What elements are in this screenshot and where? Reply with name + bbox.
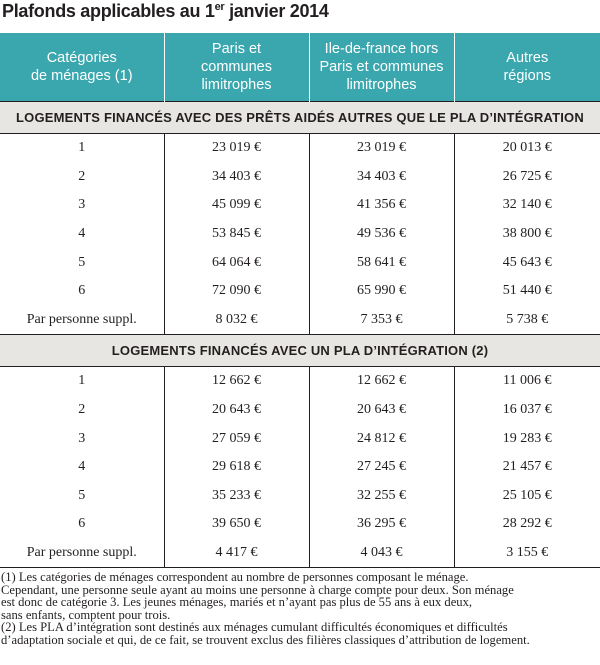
household-category-cell: 3 [78,430,86,446]
table-row [0,453,600,482]
ceiling-value-cell: 25 105 € [454,482,600,511]
ceiling-value-cell: 23 019 € [164,134,309,163]
household-category-cell: 3 [78,197,86,213]
ceiling-value-cell: 45 099 € [164,191,309,220]
ceiling-value-cell: 20 643 € [164,396,309,425]
ceiling-value-cell: 7 353 € [309,306,454,335]
ceiling-value-cell: 64 064 € [164,248,309,277]
table-row [0,248,600,277]
ceiling-value-cell: 21 457 € [454,453,600,482]
household-category-cell: 1 [78,140,86,156]
header-other-regions: Autres régions [454,33,600,102]
ceiling-value-cell: 24 812 € [309,424,454,453]
table-row [0,367,600,396]
ceiling-value-cell: 35 233 € [164,482,309,511]
footnote-line: Cependant, une personne seule ayant au moins une personne à charge compte pour deux. Son ménage [1,582,514,597]
ceiling-value-cell: 4 417 € [164,539,309,568]
ceiling-value-cell: 32 140 € [454,191,600,220]
ceiling-value-cell: 8 032 € [164,306,309,335]
ceiling-value-cell: 28 292 € [454,510,600,539]
title-text: Plafonds applicables au 1 [2,1,215,21]
household-category-cell: 2 [78,402,86,418]
footnote-line: (2) Les PLA d’intégration sont destinés aux ménages cumulant difficultés économiques et difficultés [1,620,508,635]
table-row [0,396,600,425]
ceiling-value-cell: 20 013 € [454,134,600,163]
ceiling-value-cell: 65 990 € [309,277,454,306]
ceiling-value-cell: 23 019 € [309,134,454,163]
ceiling-value-cell: 49 536 € [309,220,454,249]
household-category-cell: 4 [78,459,86,475]
ceiling-value-cell: 4 043 € [309,539,454,568]
ceiling-value-cell: 36 295 € [309,510,454,539]
household-category-cell: 6 [78,283,86,299]
ceiling-value-cell: 34 403 € [164,163,309,192]
ceiling-value-cell: 34 403 € [309,163,454,192]
table-row [0,482,600,511]
footnote-line: est donc de catégorie 3. Les jeunes ménages, mariés et n’ayant pas plus de 55 ans à eux deux, [1,595,473,610]
household-category-cell: 5 [78,254,86,270]
ceiling-value-cell: 41 356 € [309,191,454,220]
table-row [0,220,600,249]
section-row [0,102,600,134]
table-row [0,306,600,335]
household-category-cell: 1 [78,373,86,389]
footnote-line: (1) Les catégories de ménages correspondent au nombre de personnes composant le ménage. [1,570,469,584]
ceiling-value-cell: 27 245 € [309,453,454,482]
ceiling-value-cell: 32 255 € [309,482,454,511]
ceiling-value-cell: 27 059 € [164,424,309,453]
table-row [0,277,600,306]
table-row [0,424,600,453]
household-category-cell: 5 [78,487,86,503]
household-category-cell: Par personne suppl. [0,539,164,568]
title-superscript: er [214,1,225,13]
ceiling-value-cell: 16 037 € [454,396,600,425]
ceiling-value-cell: 11 006 € [454,367,600,396]
table-row [0,510,600,539]
footnote-line: d’adaptation sociale et qui, de ce fait, se trouvent exclus des filières classiques d’attribution de logement. [1,632,530,647]
household-category-cell: 2 [78,168,86,184]
table-header-row [0,33,600,102]
ceiling-value-cell: 12 662 € [309,367,454,396]
footnote-line: sans enfants, comptent pour trois. [1,607,171,622]
table-row [0,134,600,163]
header-ile-de-france: Ile-de-france hors Paris et communes limitrophes [309,33,454,102]
table-row [0,539,600,568]
household-category-cell: Par personne suppl. [0,306,164,335]
section-row [0,335,600,367]
section-title: LOGEMENTS FINANCÉS AVEC DES PRÊTS AIDÉS AUTRES QUE LE PLA D’INTÉGRATION [0,102,600,134]
ceiling-value-cell: 39 650 € [164,510,309,539]
ceiling-value-cell: 45 643 € [454,248,600,277]
title-date: janvier 2014 [224,1,329,21]
ceiling-value-cell: 53 845 € [164,220,309,249]
ceiling-value-cell: 3 155 € [454,539,600,568]
header-categories: Catégories de ménages (1) [0,33,164,102]
ceiling-value-cell: 29 618 € [164,453,309,482]
table-row [0,191,600,220]
ceiling-value-cell: 58 641 € [309,248,454,277]
ceiling-value-cell: 19 283 € [454,424,600,453]
section-title: LOGEMENTS FINANCÉS AVEC UN PLA D’INTÉGRATION (2) [0,335,600,367]
household-category-cell: 6 [78,516,86,532]
footnotes [1,571,599,647]
ceiling-value-cell: 26 725 € [454,163,600,192]
ceiling-value-cell: 72 090 € [164,277,309,306]
ceiling-value-cell: 38 800 € [454,220,600,249]
income-ceilings-table [0,33,600,568]
page-title [2,1,329,22]
header-paris: Paris et communes limitrophes [164,33,309,102]
ceiling-value-cell: 12 662 € [164,367,309,396]
ceiling-value-cell: 51 440 € [454,277,600,306]
ceiling-value-cell: 5 738 € [454,306,600,335]
table-row [0,163,600,192]
household-category-cell: 4 [78,226,86,242]
ceiling-value-cell: 20 643 € [309,396,454,425]
